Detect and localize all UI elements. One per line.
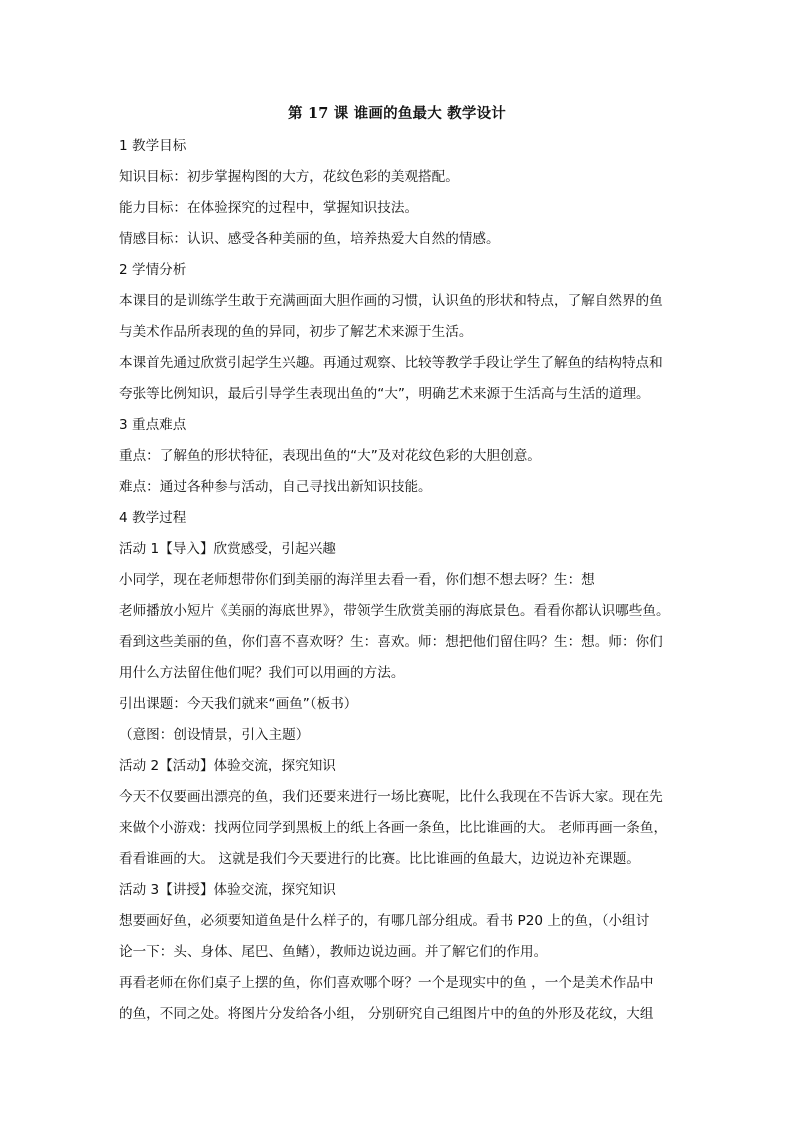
text-line: 重点：了解鱼的形状特征，表现出鱼的“大”及对花纹色彩的大胆创意。 [119,448,541,464]
section-heading: 3 重点难点 [119,417,187,433]
text-line: （意图：创设情景，引入主题） [119,727,310,743]
text-line: 难点：通过各种参与活动，自己寻找出新知识技能。 [119,479,432,495]
activity-heading: 活动 3【讲授】体验交流，探究知识 [119,882,336,898]
section-heading: 2 学情分析 [119,262,187,278]
text-line: 来做个小游戏：找两位同学到黑板上的纸上各画一条鱼，比比谁画的大。 老师再画一条鱼， [119,820,668,836]
text-line: 知识目标：初步掌握构图的大方，花纹色彩的美观搭配。 [119,169,459,185]
text-line: 引出课题：今天我们就来“画鱼”（板书） [119,696,358,712]
text-line: 本课目的是训练学生敢于充满画面大胆作画的习惯，认识鱼的形状和特点，了解自然界的鱼 [119,293,663,309]
text-line: 看到这些美丽的鱼，你们喜不喜欢呀？生：喜欢。师：想把他们留住吗？生：想。师：你们 [119,634,663,650]
text-line: 想要画好鱼，必须要知道鱼是什么样子的，有哪几部分组成。看书 P20 上的鱼，（小组讨 [119,913,650,929]
text-line: 论一下：头、身体、尾巴、鱼鳍），教师边说边画。并了解它们的作用。 [119,944,548,960]
text-line: 老师播放小短片《美丽的海底世界》，带领学生欣赏美丽的海底景色。看看你都认识哪些鱼。 [119,603,670,619]
activity-heading: 活动 1【导入】欣赏感受，引起兴趣 [119,541,336,557]
document-body [119,131,674,1030]
page-title: 第 17 课 谁画的鱼最大 教学设计 [288,105,506,122]
text-line: 小同学，现在老师想带你们到美丽的海洋里去看一看，你们想不想去呀？生：想 [119,572,595,588]
text-line: 再看老师在你们桌子上摆的鱼，你们喜欢哪个呀？一个是现实中的鱼 ，一个是美术作品中 [119,975,654,991]
text-line: 与美术作品所表现的鱼的异同，初步了解艺术来源于生活。 [119,324,473,340]
text-line: 用什么方法留住他们呢？我们可以用画的方法。 [119,665,405,681]
text-line: 看看谁画的大。 这就是我们今天要进行的比赛。比比谁画的鱼最大，边说边补充课题。 [119,851,640,867]
activity-heading: 活动 2【活动】体验交流，探究知识 [119,758,336,774]
text-line: 今天不仅要画出漂亮的鱼，我们还要来进行一场比赛呢，比什么我现在不告诉大家。现在先 [119,789,663,805]
text-line: 能力目标：在体验探究的过程中，掌握知识技法。 [119,200,419,216]
section-heading: 1 教学目标 [119,138,187,154]
section-heading: 4 教学过程 [119,510,187,526]
text-line: 夸张等比例知识，最后引导学生表现出鱼的“大”，明确艺术来源于生活高与生活的道理。 [119,386,650,402]
text-line: 的鱼，不同之处。将图片分发给各小组， 分别研究自己组图片中的鱼的外形及花纹，大组 [119,1006,654,1022]
text-line: 情感目标：认识、感受各种美丽的鱼，培养热爱大自然的情感。 [119,231,500,247]
text-line: 本课首先通过欣赏引起学生兴趣。再通过观察、比较等教学手段让学生了解鱼的结构特点和 [119,355,663,371]
